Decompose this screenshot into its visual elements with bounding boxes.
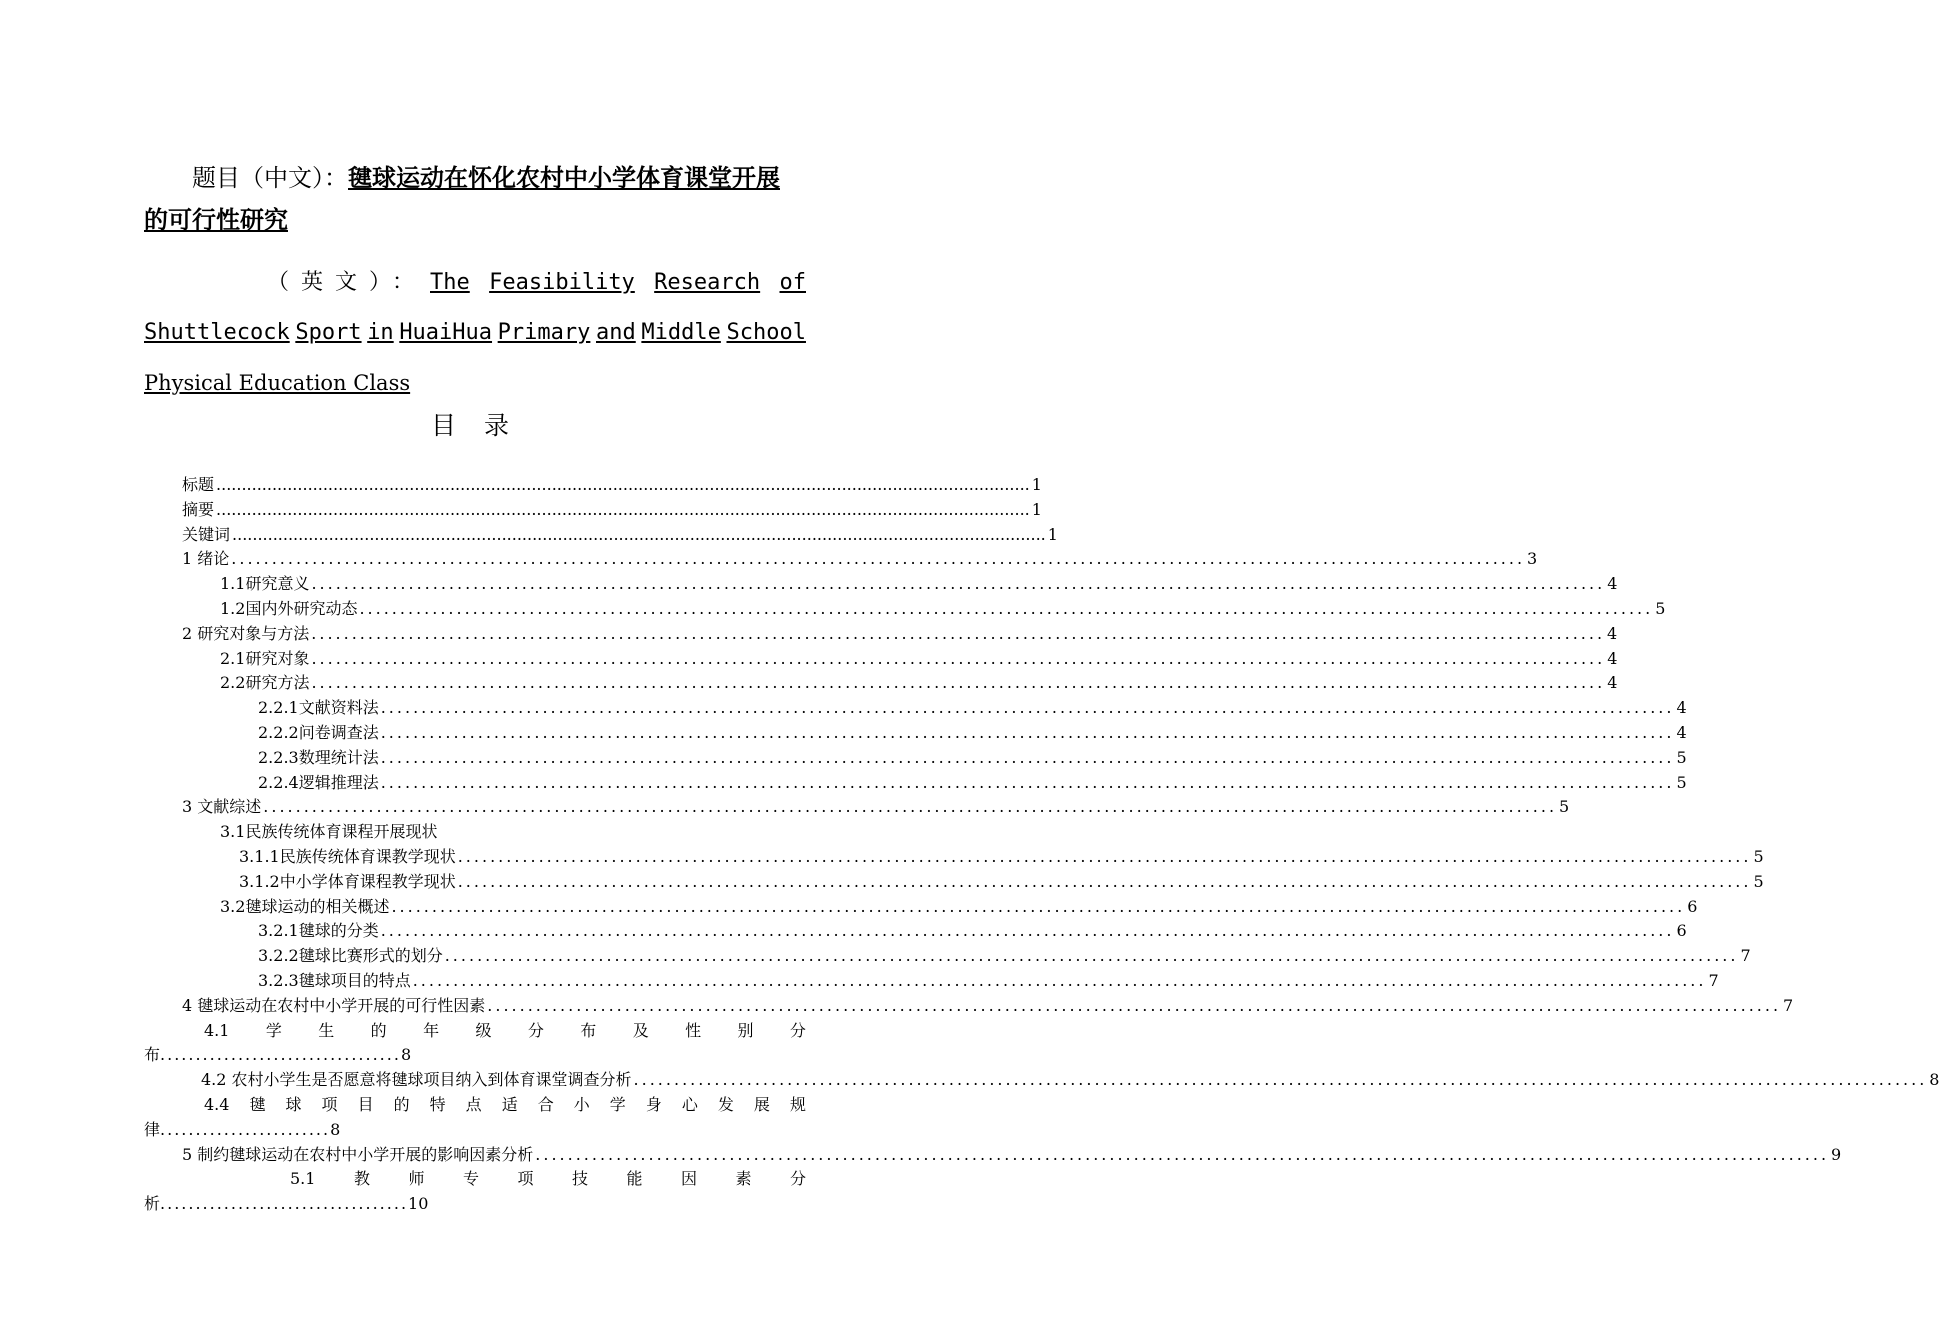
toc-entry[interactable]	[144, 845, 1764, 870]
toc-entry-wrapped[interactable]	[144, 1167, 806, 1217]
english-title-word: of	[779, 270, 806, 295]
toc-entry[interactable]	[144, 597, 1666, 622]
toc-entry-page: 8	[330, 1119, 341, 1139]
toc-entry-word: 项	[321, 1094, 338, 1114]
chinese-title-line2	[144, 199, 806, 241]
toc-entry-label: 2.2.2问卷调查法	[258, 722, 379, 742]
toc-entry-page: 4	[1607, 648, 1618, 668]
toc-entry-word: 身	[645, 1094, 662, 1114]
toc-leader-dots: ................................................................................................................................................................	[380, 921, 1675, 941]
chinese-title-label: 题目（中文）：	[192, 164, 348, 192]
toc-entry-word: 级	[475, 1020, 492, 1040]
toc-entry-label: 2.2.4逻辑推理法	[258, 772, 379, 792]
toc-entry-label: 2.2研究方法	[220, 673, 310, 693]
toc-leader-dots: ................................................................................................................................................................	[380, 747, 1675, 767]
english-title-line1	[144, 258, 806, 308]
english-title-word: in	[367, 320, 394, 345]
toc-entry-page: 8	[1929, 1070, 1939, 1090]
toc-entry-page: 1	[1031, 499, 1042, 519]
toc-entry-word: 的	[370, 1020, 387, 1040]
toc-entry-page: 1	[1031, 475, 1042, 494]
toc-entry-page: 9	[1831, 1144, 1842, 1164]
toc-entry-word: 师	[408, 1169, 425, 1189]
toc-entry-page: 7	[1708, 970, 1719, 990]
chinese-title-text-2: 的可行性研究	[144, 205, 288, 234]
toc-entry[interactable]	[144, 870, 1764, 895]
toc-leader-dots: ................................................................................................................................................................	[216, 475, 1030, 494]
table-of-contents	[144, 473, 1939, 1217]
toc-entry-page: 5	[1676, 747, 1687, 767]
toc-entry-page: 7	[1783, 995, 1794, 1015]
toc-leader-dots: ................................................................................................................................................................	[535, 1144, 1830, 1164]
english-title-word: School	[726, 320, 806, 345]
toc-entry-word: 合	[537, 1094, 554, 1114]
english-title-line3	[144, 358, 806, 408]
english-title-words-2	[144, 308, 806, 358]
toc-entry-word: 小	[573, 1094, 590, 1114]
toc-leader-dots: ................................................................................................................................................................	[232, 524, 1046, 544]
toc-entry[interactable]	[144, 547, 1538, 572]
toc-entry[interactable]	[144, 1143, 1842, 1168]
toc-entry-label: 2.2.3数理统计法	[258, 747, 379, 767]
toc-entry-page: 5	[1655, 598, 1666, 618]
english-title-text-3: Physical Education Class	[144, 371, 411, 395]
english-title	[144, 258, 806, 408]
toc-entry-page: 4	[1676, 722, 1687, 742]
toc-entry-label: 摘要	[182, 499, 215, 519]
toc-entry-word: 目	[357, 1094, 374, 1114]
toc-entry-page: 4	[1607, 623, 1618, 643]
toc-entry-word: 规	[789, 1094, 806, 1114]
toc-entry[interactable]	[144, 647, 1618, 672]
english-title-word: HuaiHua	[399, 320, 493, 345]
toc-entry[interactable]	[144, 696, 1687, 721]
toc-leader-dots: ................................................................................................................................................................	[457, 846, 1752, 866]
toc-entry-label: 布	[144, 1045, 161, 1065]
toc-entry-label: 3 文献综述	[182, 797, 262, 817]
toc-entry[interactable]	[144, 746, 1687, 771]
toc-leader-dots: ................................................................................................................................................................	[444, 946, 1739, 966]
toc-entry-label: 1.1研究意义	[220, 574, 310, 594]
toc-entry-page: 6	[1676, 921, 1687, 941]
toc-entry-label: 3.2.2毽球比赛形式的划分	[258, 946, 443, 966]
toc-entry-label: 3.1.2中小学体育课程教学现状	[239, 871, 456, 891]
toc-entry-word: 布	[580, 1020, 597, 1040]
toc-leader-dots: ........................	[160, 1119, 331, 1139]
toc-entry-word: 4.1	[204, 1020, 230, 1040]
toc-entry-word: 年	[423, 1020, 440, 1040]
toc-leader-dots: ................................................................................................................................................................	[380, 722, 1675, 742]
toc-entry-word: 技	[571, 1169, 588, 1189]
toc-leader-dots: ................................................................................................................................................................	[311, 673, 1606, 693]
toc-leader-dots: ................................................................................................................................................................	[311, 574, 1606, 594]
english-title-word: The	[430, 270, 470, 295]
toc-leader-dots: ................................................................................................................................................................	[311, 623, 1606, 643]
toc-entry-page: 3	[1527, 549, 1538, 569]
toc-leader-dots: ..................................	[160, 1045, 401, 1065]
toc-entry[interactable]	[144, 919, 1687, 944]
toc-entry-page: 4	[1607, 574, 1618, 594]
toc-entry-label: 3.2.1毽球的分类	[258, 921, 379, 941]
toc-entry-page: 5	[1676, 772, 1687, 792]
toc-entry-page: 1	[1047, 524, 1058, 544]
toc-entry-wrapped[interactable]	[144, 1093, 806, 1143]
toc-entry-word: 学	[265, 1020, 282, 1040]
toc-entry-label: 3.1民族传统体育课程开展现状	[220, 822, 438, 842]
toc-heading: 目 录	[431, 411, 519, 440]
toc-entry-label: 3.1.1民族传统体育课教学现状	[239, 846, 456, 866]
toc-entry-label: 2.1研究对象	[220, 648, 310, 668]
toc-entry-page: 7	[1740, 946, 1751, 966]
toc-entry-label: 标题	[182, 475, 215, 494]
chinese-title-line1	[144, 157, 806, 199]
toc-entry-word: 生	[318, 1020, 335, 1040]
toc-entry-word: 性	[685, 1020, 702, 1040]
english-title-word: Feasibility	[489, 270, 635, 295]
toc-entry-word: 分	[527, 1020, 544, 1040]
toc-entry[interactable]	[144, 994, 1794, 1019]
toc-entry[interactable]	[144, 895, 1698, 920]
toc-entry[interactable]	[144, 473, 1042, 498]
toc-leader-dots: ................................................................................................................................................................	[412, 970, 1707, 990]
toc-leader-dots: ................................................................................................................................................................	[359, 598, 1654, 618]
toc-entry-word: 特	[429, 1094, 446, 1114]
toc-leader-dots: ................................................................................................................................................................	[311, 648, 1606, 668]
toc-entry-page: 8	[400, 1045, 412, 1065]
toc-entry-word: 专	[462, 1169, 479, 1189]
toc-entry[interactable]	[144, 820, 806, 845]
toc-entry-label: 4.2 农村小学生是否愿意将毽球项目纳入到体育课堂调查分析	[201, 1070, 632, 1090]
toc-entry-word: 别	[737, 1020, 754, 1040]
toc-leader-dots: ................................................................................................................................................................	[231, 549, 1526, 569]
toc-entry-word: 心	[681, 1094, 698, 1114]
toc-entry-word: 适	[501, 1094, 518, 1114]
english-title-word: Shuttlecock	[144, 320, 290, 345]
toc-entry[interactable]	[144, 572, 1618, 597]
toc-entry[interactable]	[144, 671, 1618, 696]
toc-entry-label: 2 研究对象与方法	[182, 623, 310, 643]
toc-entry-label: 4 毽球运动在农村中小学开展的可行性因素	[182, 995, 486, 1015]
toc-entry-page: 6	[1687, 896, 1698, 916]
toc-entry[interactable]	[144, 523, 1058, 548]
english-title-words-1	[430, 258, 806, 308]
toc-leader-dots: ................................................................................................................................................................	[633, 1070, 1928, 1090]
chinese-title-text-1: 毽球运动在怀化农村中小学体育课堂开展	[348, 163, 780, 192]
toc-leader-dots: ................................................................................................................................................................	[380, 772, 1675, 792]
english-title-word: Middle	[641, 320, 721, 345]
toc-entry-word: 能	[626, 1169, 643, 1189]
toc-entry-page: 5	[1559, 797, 1570, 817]
toc-leader-dots: ................................................................................................................................................................	[391, 896, 1686, 916]
toc-entry[interactable]	[144, 944, 1751, 969]
toc-entry-word: 因	[680, 1169, 697, 1189]
toc-entry-page: 10	[408, 1194, 429, 1214]
toc-entry[interactable]	[144, 969, 1719, 994]
toc-entry-word: 的	[393, 1094, 410, 1114]
toc-entry[interactable]	[144, 1068, 1939, 1093]
toc-entry-word: 4.4	[204, 1094, 230, 1114]
toc-entry-label: 1.2国内外研究动态	[220, 598, 358, 618]
toc-leader-dots: ................................................................................................................................................................	[380, 698, 1675, 718]
toc-entry-label: 关键词	[182, 524, 231, 544]
toc-entry-word: 5.1	[290, 1169, 316, 1189]
toc-leader-dots: ...................................	[160, 1194, 409, 1214]
english-title-word: and	[596, 320, 636, 345]
toc-entry-word: 点	[465, 1094, 482, 1114]
toc-entry-word: 球	[285, 1094, 302, 1114]
toc-entry[interactable]	[144, 622, 1618, 647]
toc-entry-page: 4	[1607, 673, 1618, 693]
toc-entry-wrapped[interactable]	[144, 1019, 806, 1069]
toc-entry-label: 3.2.3毽球项目的特点	[258, 970, 411, 990]
toc-entry-label: 2.2.1文献资料法	[258, 698, 379, 718]
toc-entry-word: 学	[609, 1094, 626, 1114]
chinese-title	[144, 157, 806, 241]
toc-entry-word: 展	[753, 1094, 770, 1114]
toc-entry-word: 发	[717, 1094, 734, 1114]
toc-entry-word: 毽	[249, 1094, 266, 1114]
toc-entry-page: 5	[1753, 846, 1764, 866]
toc-entry-label: 律	[144, 1119, 161, 1139]
toc-leader-dots: ................................................................................................................................................................	[457, 871, 1752, 891]
toc-entry-word: 项	[517, 1169, 534, 1189]
toc-leader-dots: ................................................................................................................................................................	[487, 995, 1782, 1015]
toc-entry[interactable]	[144, 721, 1687, 746]
toc-entry-word: 分	[789, 1020, 806, 1040]
toc-entry-page: 4	[1676, 698, 1687, 718]
toc-entry-word: 及	[632, 1020, 649, 1040]
english-title-label: （英文）：	[266, 270, 426, 295]
toc-entry-page: 5	[1753, 871, 1764, 891]
english-title-word: Sport	[295, 320, 362, 345]
toc-entry-label: 5 制约毽球运动在农村中小学开展的影响因素分析	[182, 1144, 534, 1164]
toc-leader-dots: ................................................................................................................................................................	[216, 499, 1030, 519]
toc-entry-label: 1 绪论	[182, 549, 230, 569]
toc-entry[interactable]	[144, 795, 1570, 820]
toc-entry-word: 教	[353, 1169, 370, 1189]
toc-entry-label: 3.2毽球运动的相关概述	[220, 896, 390, 916]
toc-leader-dots: ................................................................................................................................................................	[263, 797, 1558, 817]
toc-entry[interactable]	[144, 498, 1042, 523]
toc-entry-label: 析	[144, 1194, 161, 1214]
toc-entry-word: 分	[789, 1169, 806, 1189]
toc-entry-word: 素	[735, 1169, 752, 1189]
english-title-word: Research	[654, 270, 761, 295]
english-title-word: Primary	[497, 320, 591, 345]
toc-entry[interactable]	[144, 771, 1687, 796]
